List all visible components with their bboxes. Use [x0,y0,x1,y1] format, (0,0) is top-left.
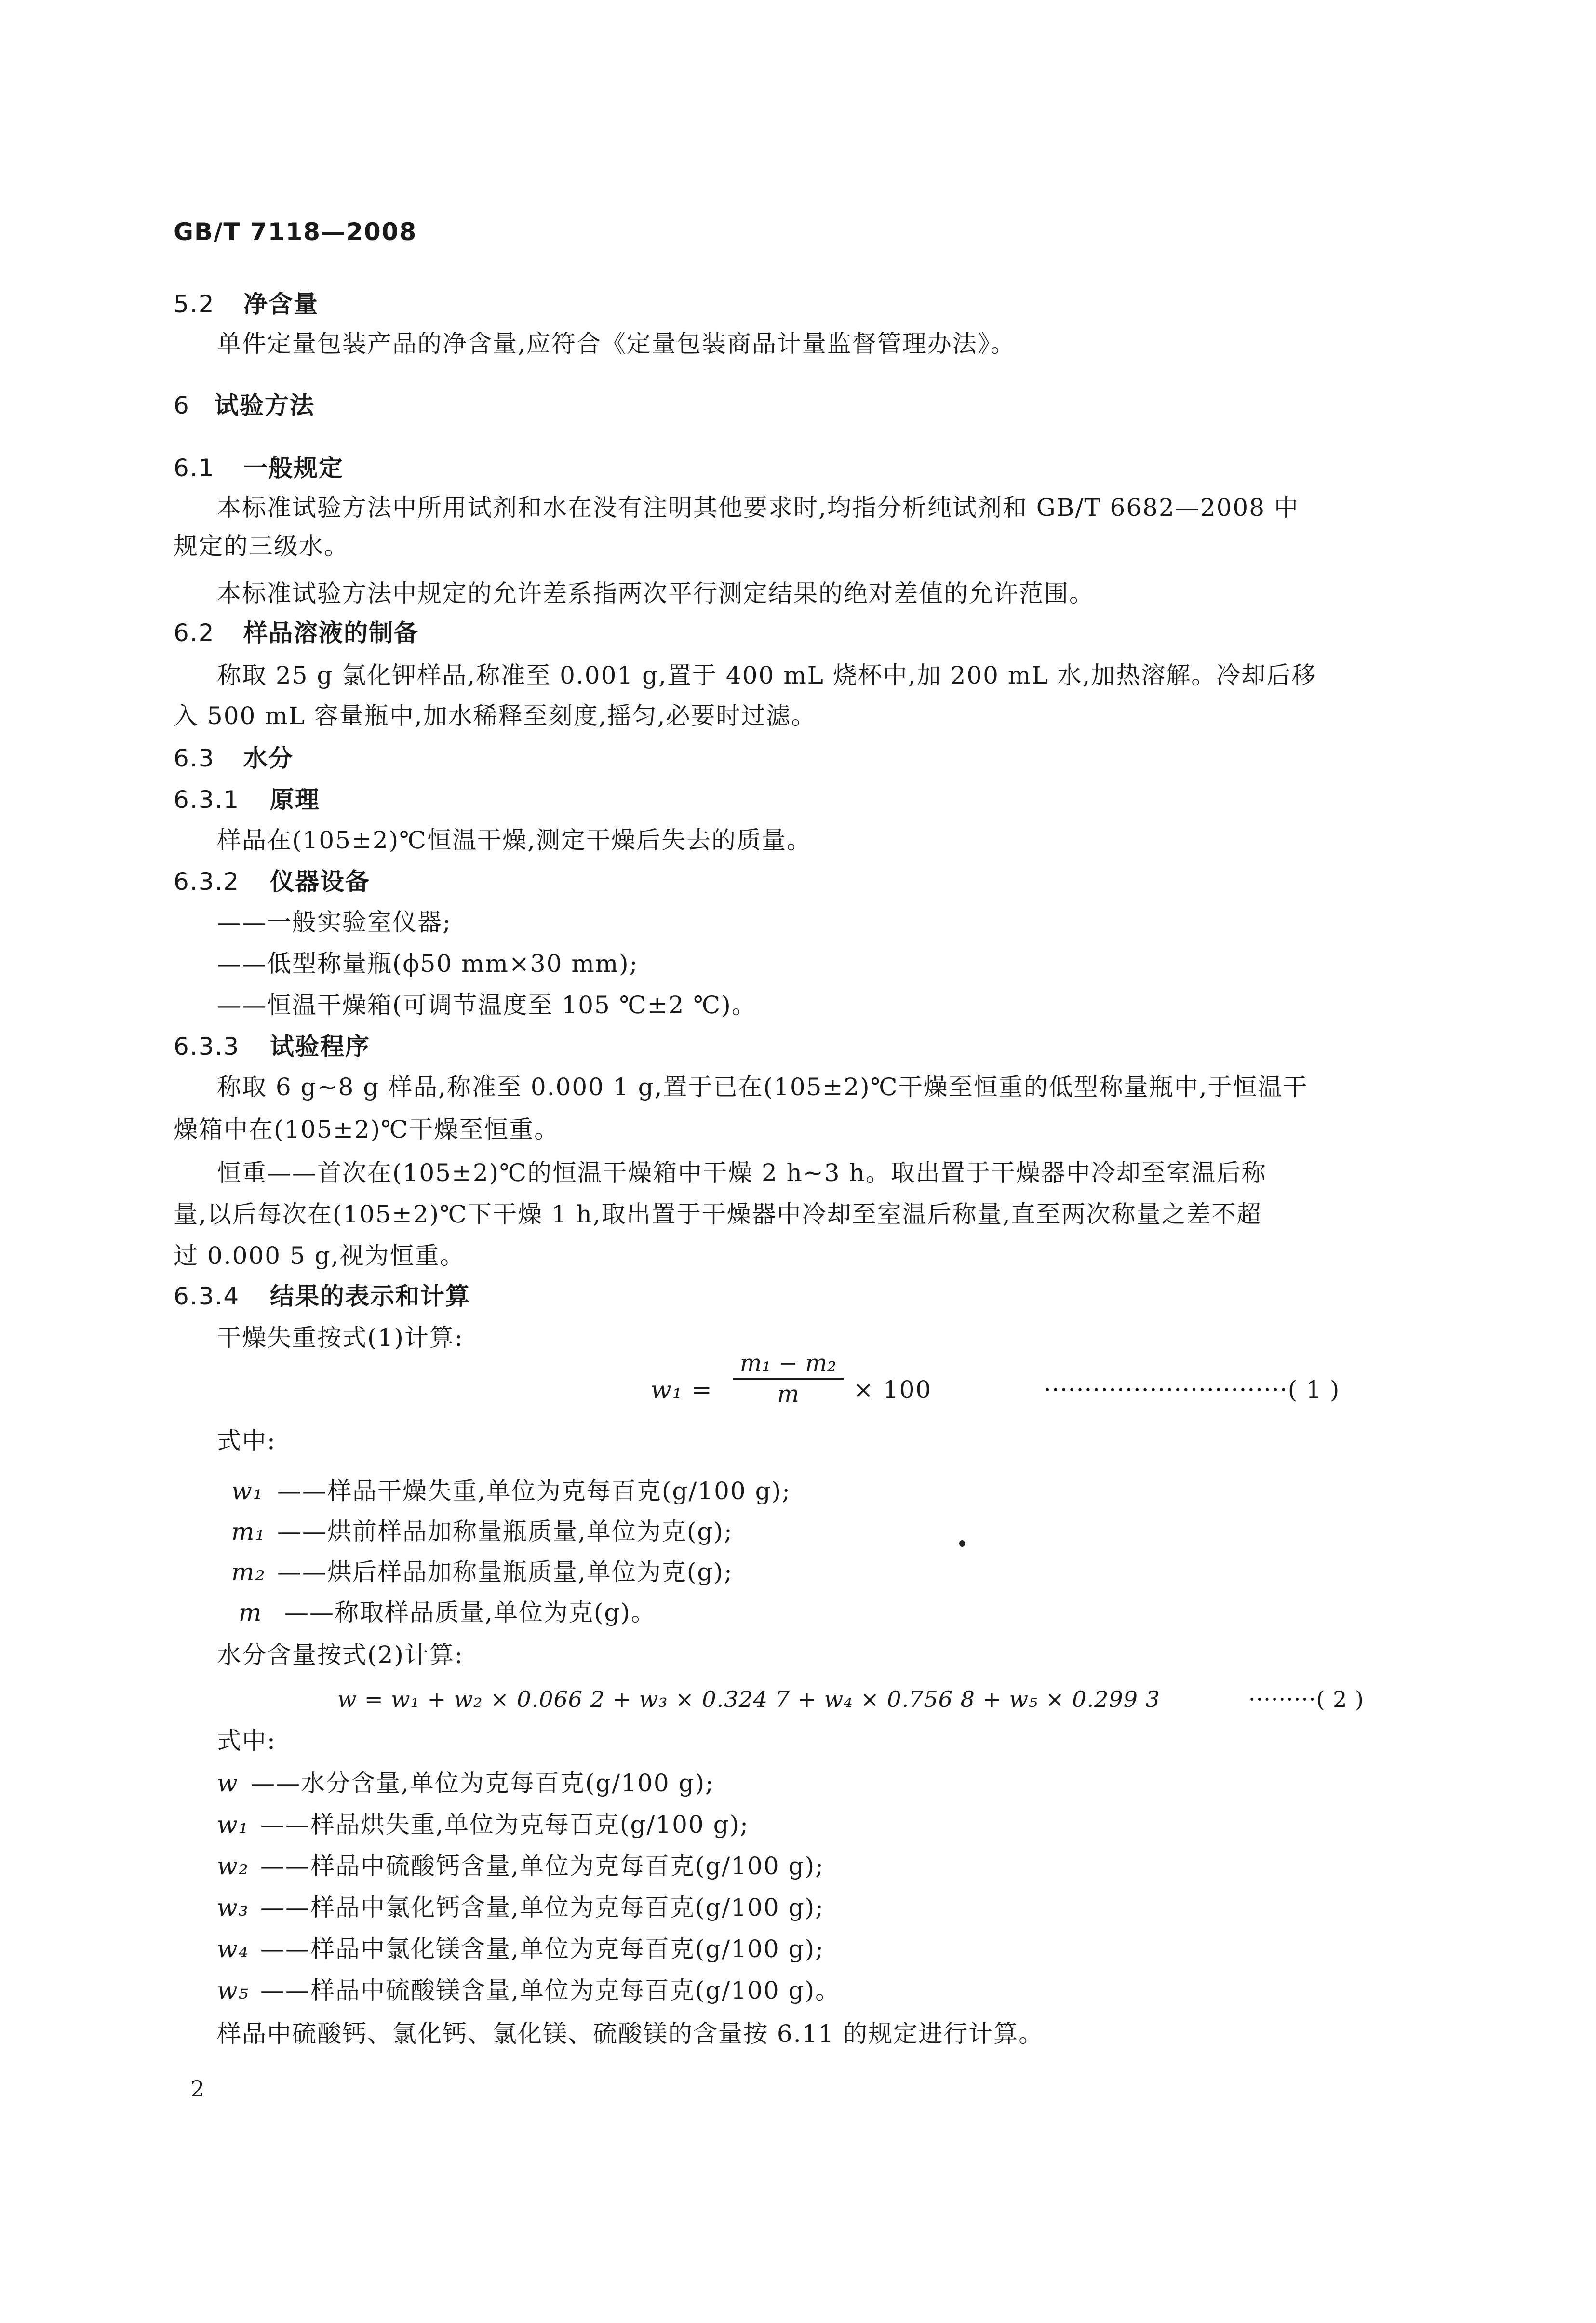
definition-text: ——烘后样品加称量瓶质量,单位为克(g); [277,1558,733,1586]
formula-1-rhs: × 100 [853,1376,932,1404]
definition-text: ——样品干燥失重,单位为克每百克(g/100 g); [277,1477,791,1505]
section-heading-6-2 [174,617,419,649]
section-number: 6.3.3 [174,1033,240,1061]
section-number: 6.3.4 [174,1282,240,1310]
definition-symbol: w₄ [217,1935,249,1963]
definition-row [217,1767,714,1799]
definition-symbol: m [239,1598,263,1626]
section-title: 净含量 [243,290,319,318]
definition-text: ——样品烘失重,单位为克每百克(g/100 g); [260,1811,749,1839]
section-number: 6.1 [174,454,215,482]
definition-row [217,1974,840,2006]
definition-row [217,1892,824,1923]
definition-text: ——样品中氯化钙含量,单位为克每百克(g/100 g); [260,1893,824,1921]
fraction-bar [733,1378,844,1380]
definition-symbol: m₂ [231,1558,266,1586]
section-number: 6.3 [174,744,215,772]
section-title: 仪器设备 [270,868,370,896]
list-item: ——恒温干燥箱(可调节温度至 105 ℃±2 ℃)。 [217,991,757,1019]
paragraph: 单件定量包装产品的净含量,应符合《定量包装商品计量监督管理办法》。 [217,330,1016,358]
where-label: 式中: [217,1427,276,1455]
paragraph-line: 称取 25 g 氯化钾样品,称准至 0.001 g,置于 400 mL 烧杯中,加 200 mL 水,加热溶解。冷却后移 [217,661,1317,689]
formula-1-denominator: m [777,1381,799,1408]
paragraph-line: 本标准试验方法中所用试剂和水在没有注明其他要求时,均指分析纯试剂和 GB/T 6682—2008 中 [217,494,1299,522]
section-title: 结果的表示和计算 [270,1282,470,1310]
section-heading-6-3-3 [174,1031,370,1062]
paragraph-line: 规定的三级水。 [174,532,349,560]
section-heading-6-3-1 [174,784,320,816]
definition-text: ——称取样品质量,单位为克(g)。 [284,1598,656,1626]
section-number: 6.3.2 [174,868,240,896]
list-item: ——一般实验室仪器; [217,908,452,936]
section-title: 试验程序 [270,1033,370,1061]
paragraph: 样品中硫酸钙、氯化钙、氯化镁、硫酸镁的含量按 6.11 的规定进行计算。 [217,2020,1044,2048]
definition-row [231,1516,733,1547]
section-title: 试验方法 [215,391,315,419]
definition-text: ——样品中硫酸钙含量,单位为克每百克(g/100 g); [260,1852,824,1880]
definition-row [217,1850,824,1882]
paragraph-line: 称取 6 g~8 g 样品,称准至 0.000 1 g,置于已在(105±2)℃干燥至恒重的低型称量瓶中,于恒温干 [217,1073,1308,1101]
formula-2-reference: ·········( 2 ) [1248,1686,1365,1712]
section-title: 一般规定 [243,454,344,482]
definition-row [217,1809,749,1840]
formula-intro: 水分含量按式(2)计算: [217,1641,464,1669]
formula-1-reference: ······························( 1 ) [1044,1376,1340,1404]
definition-symbol: w₅ [217,1976,249,2004]
definition-text: ——烘前样品加称量瓶质量,单位为克(g); [277,1517,733,1545]
section-title: 原理 [270,786,320,814]
paragraph-line: 本标准试验方法中规定的允许差系指两次平行测定结果的绝对差值的允许范围。 [217,579,1094,607]
section-title: 样品溶液的制备 [243,619,419,647]
definition-symbol: w₁ [217,1811,249,1839]
definition-row [239,1597,656,1628]
where-label: 式中: [217,1727,276,1755]
formula-1-numerator: m₁ − m₂ [739,1350,837,1377]
list-item: ——低型称量瓶(ϕ50 mm×30 mm); [217,950,639,978]
page-number: 2 [190,2076,206,2102]
definition-symbol: w [217,1769,239,1797]
paragraph: 样品在(105±2)℃恒温干燥,测定干燥后失去的质量。 [217,826,812,854]
section-number: 6 [174,391,190,419]
section-number: 5.2 [174,290,215,318]
paragraph-line: 恒重——首次在(105±2)℃的恒温干燥箱中干燥 2 h~3 h。取出置于干燥器中冷却至室温后称 [217,1159,1267,1187]
definition-text: ——样品中氯化镁含量,单位为克每百克(g/100 g); [260,1935,824,1963]
section-heading-6 [174,389,315,421]
section-heading-6-3-4 [174,1280,470,1312]
formula-1-lhs: w₁ = [651,1376,713,1404]
document-code-header: GB/T 7118—2008 [174,218,417,246]
definition-row [231,1475,791,1507]
section-title: 水分 [243,744,294,772]
paragraph-line: 入 500 mL 容量瓶中,加水稀释至刻度,摇匀,必要时过滤。 [174,702,817,730]
formula-1-fraction [733,1350,844,1408]
definition-symbol: w₃ [217,1893,249,1921]
definition-symbol: m₁ [231,1517,266,1545]
definition-symbol: w₁ [231,1477,264,1505]
section-heading-6-1 [174,452,344,484]
section-number: 6.2 [174,619,215,647]
definition-text: ——水分含量,单位为克每百克(g/100 g); [251,1769,714,1797]
paragraph-line: 量,以后每次在(105±2)℃下干燥 1 h,取出置于干燥器中冷却至室温后称量,直至两次称量之差不超 [174,1200,1262,1228]
formula-intro: 干燥失重按式(1)计算: [217,1324,464,1352]
definition-text: ——样品中硫酸镁含量,单位为克每百克(g/100 g)。 [260,1976,841,2004]
paragraph-line: 过 0.000 5 g,视为恒重。 [174,1242,465,1270]
formula-2: w = w₁ + w₂ × 0.066 2 + w₃ × 0.324 7 + w₄ × 0.756 8 + w₅ × 0.299 3 [337,1686,1160,1712]
section-number: 6.3.1 [174,786,240,814]
section-heading-6-3-2 [174,866,370,898]
section-heading-6-3 [174,742,294,774]
section-heading-5-2 [174,288,319,320]
scan-speck [959,1540,965,1547]
definition-row [231,1556,733,1588]
definition-row [217,1933,824,1965]
paragraph-line: 燥箱中在(105±2)℃干燥至恒重。 [174,1115,560,1143]
definition-symbol: w₂ [217,1852,249,1880]
